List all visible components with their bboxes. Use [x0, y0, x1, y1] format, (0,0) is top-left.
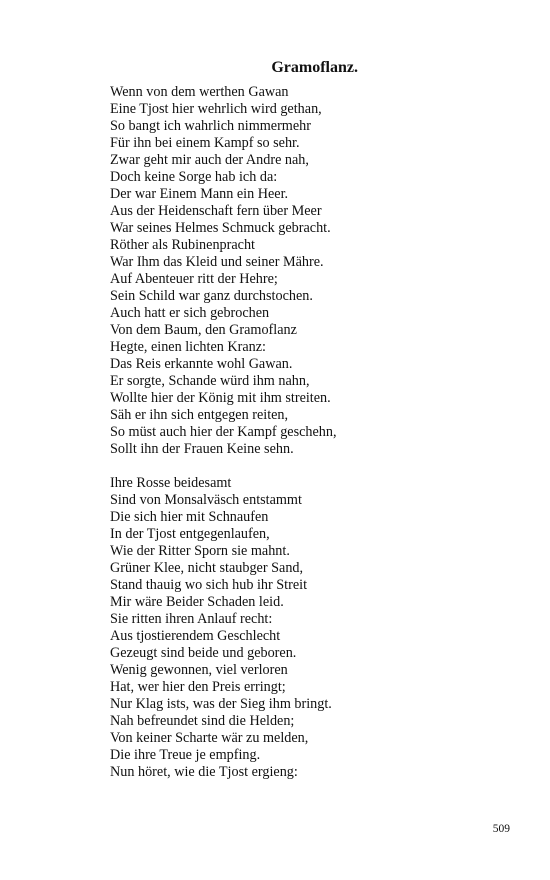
poem-line: Sind von Monsalväsch entstammt — [110, 492, 302, 508]
poem-line: Die ihre Treue je empfing. — [110, 747, 261, 763]
poem-line: Doch keine Sorge hab ich da: — [110, 169, 278, 185]
poem-line: Wie der Ritter Sporn sie mahnt. — [110, 543, 290, 559]
page-number: 509 — [492, 823, 510, 835]
poem-line: Eine Tjost hier wehrlich wird gethan, — [110, 101, 322, 117]
poem-line: Wollte hier der König mit ihm streiten. — [110, 390, 331, 406]
poem-line: Wenn von dem werthen Gawan — [110, 84, 289, 100]
poem-line: Wenig gewonnen, viel verloren — [110, 662, 288, 678]
poem-line: Für ihn bei einem Kampf so sehr. — [110, 135, 300, 151]
poem-line: Ihre Rosse beidesamt — [110, 475, 232, 491]
poem-line: Gezeugt sind beide und geboren. — [110, 645, 297, 661]
poem-line: Hat, wer hier den Preis erringt; — [110, 679, 286, 695]
poem-line: Nah befreundet sind die Helden; — [110, 713, 295, 729]
poem-line: Aus tjostierendem Geschlecht — [110, 628, 281, 644]
poem-line: Nur Klag ists, was der Sieg ihm bringt. — [110, 696, 332, 712]
poem-line: So müst auch hier der Kampf geschehn, — [110, 424, 337, 440]
poem-line: Von dem Baum, den Gramoflanz — [110, 322, 297, 338]
stanza-2 — [110, 475, 510, 781]
page-title: Gramoflanz. — [271, 59, 358, 76]
poem-line: Die sich hier mit Schnaufen — [110, 509, 269, 525]
poem-line: Röther als Rubinenpracht — [110, 237, 255, 253]
poem-line: Sie ritten ihren Anlauf recht: — [110, 611, 273, 627]
poem-line: Aus der Heidenschaft fern über Meer — [110, 203, 322, 219]
poem-line: Sein Schild war ganz durchstochen. — [110, 288, 313, 304]
poem-line: Mir wäre Beider Schaden leid. — [110, 594, 284, 610]
poem-line: Auch hatt er sich gebrochen — [110, 305, 270, 321]
poem-line: Hegte, einen lichten Kranz: — [110, 339, 266, 355]
stanza-1 — [110, 84, 510, 458]
poem-line: Das Reis erkannte wohl Gawan. — [110, 356, 293, 372]
poem-line: So bangt ich wahrlich nimmermehr — [110, 118, 311, 134]
poem-line: Zwar geht mir auch der Andre nah, — [110, 152, 309, 168]
poem-line: War Ihm das Kleid und seiner Mähre. — [110, 254, 324, 270]
poem — [110, 84, 510, 781]
poem-line: Stand thauig wo sich hub ihr Streit — [110, 577, 308, 593]
poem-line: War seines Helmes Schmuck gebracht. — [110, 220, 331, 236]
poem-line: Säh er ihn sich entgegen reiten, — [110, 407, 289, 423]
poem-line: Sollt ihn der Frauen Keine sehn. — [110, 441, 294, 457]
poem-line: In der Tjost entgegenlaufen, — [110, 526, 270, 542]
poem-line: Auf Abenteuer ritt der Hehre; — [110, 271, 278, 287]
poem-line: Er sorgte, Schande würd ihm nahn, — [110, 373, 310, 389]
poem-line: Nun höret, wie die Tjost ergieng: — [110, 764, 298, 780]
poem-line: Von keiner Scharte wär zu melden, — [110, 730, 309, 746]
poem-line: Grüner Klee, nicht staubger Sand, — [110, 560, 304, 576]
poem-line: Der war Einem Mann ein Heer. — [110, 186, 289, 202]
